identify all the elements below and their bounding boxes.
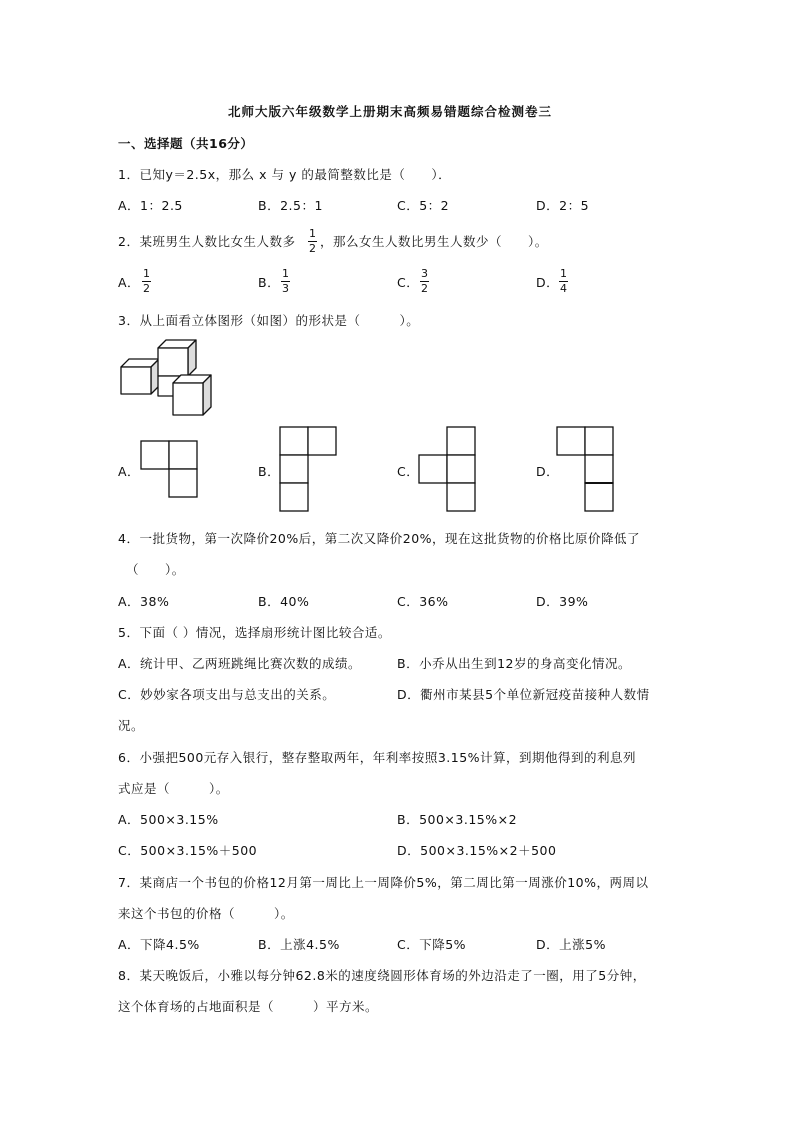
question-3-option-a-shape[interactable]	[140, 440, 198, 498]
question-3-option-d-shape[interactable]	[556, 426, 614, 513]
page-title: 北师大版六年级数学上册期末高频易错题综合检测卷三	[228, 104, 553, 119]
question-6-option-a: A．500×3.15%	[118, 812, 219, 827]
question-2-option-c-label: C．	[397, 275, 420, 290]
question-7-option-a: A．下降4.5%	[118, 937, 200, 952]
question-7-option-b: B．上涨4.5%	[258, 937, 340, 952]
question-2-stem-end: ，那么女生人数比男生人数少（ ）。	[320, 234, 548, 249]
question-2-option-b-fraction: 1 3	[282, 267, 289, 295]
question-5-stem: 5．下面（ ）情况，选择扇形统计图比较合适。	[118, 625, 391, 640]
question-6-option-d: D．500×3.15%×2＋500	[397, 843, 557, 858]
question-4-option-b: B．40%	[258, 594, 310, 609]
question-7-option-c: C．下降5%	[397, 937, 467, 952]
question-2-option-d-fraction: 1 4	[560, 267, 567, 295]
question-8-stem-line2: 这个体育场的占地面积是（ ）平方米。	[118, 999, 379, 1014]
question-7-option-d: D．上涨5%	[536, 937, 606, 952]
question-6-option-b: B．500×3.15%×2	[397, 812, 518, 827]
question-3-option-c-shape[interactable]	[418, 426, 476, 513]
question-8-stem-line1: 8．某天晚饭后，小雅以每分钟62.8米的速度绕圆形体育场的外边沿走了一圈，用了5分钟，	[118, 968, 646, 983]
question-5-option-d-line2: 况。	[118, 718, 145, 733]
question-6-stem-line1: 6．小强把500元存入银行，整存整取两年，年利率按照3.15%计算，到期他得到的利息列	[118, 750, 637, 765]
question-3-option-c-label: C．	[397, 464, 420, 479]
question-4-stem-line2: （ ）。	[126, 562, 185, 577]
question-4-option-c: C．36%	[397, 594, 449, 609]
question-1-option-b: B．2.5：1	[258, 198, 323, 213]
question-3-option-b-label: B．	[258, 464, 281, 479]
question-2-option-c-fraction: 3 2	[421, 267, 428, 295]
question-5-option-a: A．统计甲、乙两班跳绳比赛次数的成绩。	[118, 656, 362, 671]
section-heading: 一、选择题（共16分）	[118, 136, 254, 151]
question-5-option-d-line1: D．衢州市某县5个单位新冠疫苗接种人数情	[397, 687, 650, 702]
question-6-option-c: C．500×3.15%＋500	[118, 843, 258, 858]
cube-stack-figure	[118, 338, 210, 418]
question-2-option-a-label: A．	[118, 275, 141, 290]
question-3-option-a-label: A．	[118, 464, 141, 479]
question-3-option-b-shape[interactable]	[279, 426, 337, 513]
question-2-option-a-fraction: 1 2	[143, 267, 150, 295]
question-1-option-a: A．1：2.5	[118, 198, 183, 213]
question-2-stem-start: 2．某班男生人数比女生人数多	[118, 234, 296, 249]
question-3-option-d-label: D．	[536, 464, 560, 479]
question-4-option-a: A．38%	[118, 594, 170, 609]
question-4-option-d: D．39%	[536, 594, 589, 609]
question-4-stem-line1: 4．一批货物，第一次降价20%后，第二次又降价20%，现在这批货物的价格比原价降低了	[118, 531, 641, 546]
question-1-stem: 1．已知y＝2.5x，那么 x 与 y 的最简整数比是（ ）．	[118, 167, 452, 182]
question-1-option-c: C．5：2	[397, 198, 450, 213]
question-7-stem-line1: 7．某商店一个书包的价格12月第一周比上一周降价5%，第二周比第一周涨价10%，两周以	[118, 875, 649, 890]
question-5-option-b: B．小乔从出生到12岁的身高变化情况。	[397, 656, 631, 671]
question-2-fraction: 1 2	[309, 227, 316, 255]
question-3-stem: 3．从上面看立体图形（如图）的形状是（ ）。	[118, 313, 420, 328]
question-6-stem-line2: 式应是（ ）。	[118, 781, 229, 796]
question-1-option-d: D．2：5	[536, 198, 590, 213]
question-2-option-b-label: B．	[258, 275, 281, 290]
question-2-option-d-label: D．	[536, 275, 560, 290]
question-7-stem-line2: 来这个书包的价格（ ）。	[118, 906, 294, 921]
question-5-option-c: C．妙妙家各项支出与总支出的关系。	[118, 687, 336, 702]
